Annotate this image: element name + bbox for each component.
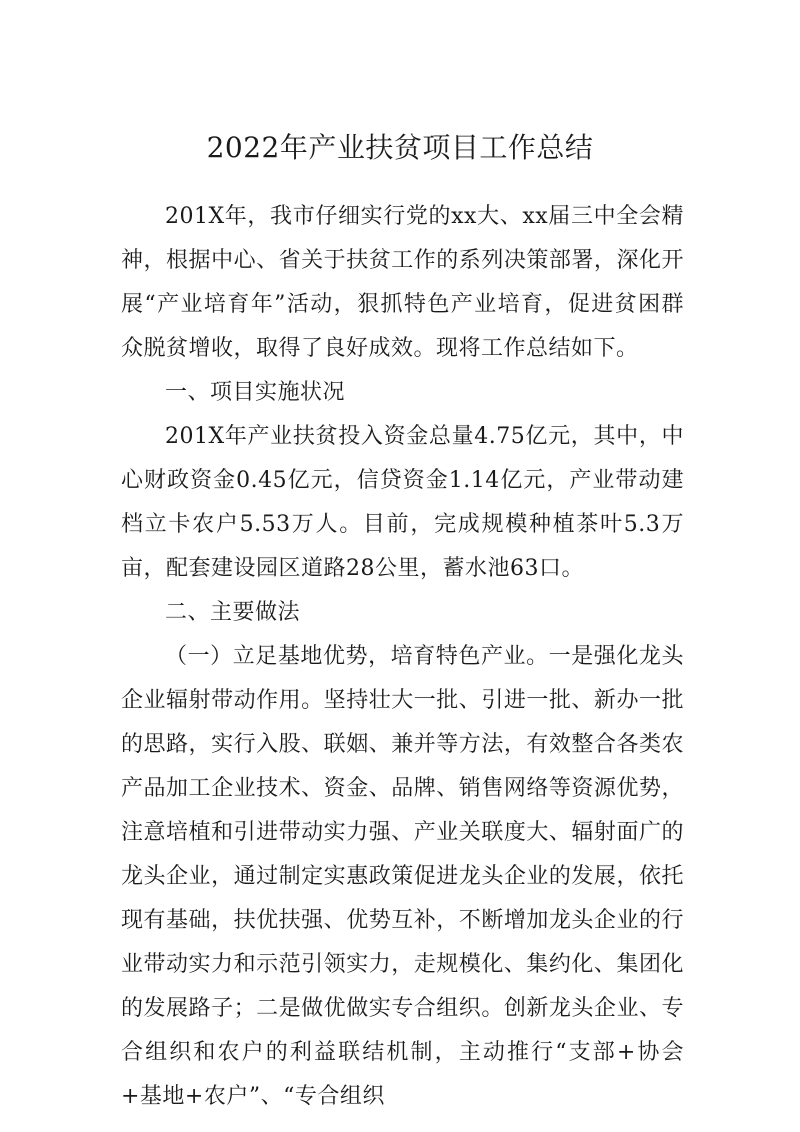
- section-heading-main-practices: 二、主要做法: [165, 600, 301, 625]
- document-title: 2022年产业扶贫项目工作总结: [206, 131, 594, 164]
- document-body: [121, 195, 684, 1119]
- section-heading-implementation: 一、项目实施状况: [165, 380, 346, 405]
- main-practices-paragraph: （一）立足基地优势，培育特色产业。一是强化龙头企业辐射带动作用。坚持壮大一批、引进一批、新办一批的思路，实行入股、联姻、兼并等方法，有效整合各类农产品加工企业技术、资金、品牌、销售网络等资源优势，注意培植和引进带动实力强、产业关联度大、辐射面广的龙头企业，通过制定实惠政策促进龙头企业的发展，依托现有基础，扶优扶强、优势互补，不断增加龙头企业的行业带动实力和示范引领实力，走规模化、集约化、集团化的发展路子；二是做优做实专合组织。创新龙头企业、专合组织和农户的利益联结机制，主动推行“支部+协会+基地+农户”、“专合组织: [121, 644, 684, 1109]
- intro-paragraph: 201X年，我市仔细实行党的xx大、xx届三中全会精神，根据中心、省关于扶贫工作的系列决策部署，深化开展“产业培育年”活动，狠抓特色产业培育，促进贫困群众脱贫增收，取得了良好成效。现将工作总结如下。: [121, 204, 684, 361]
- implementation-paragraph: 201X年产业扶贫投入资金总量4.75亿元，其中，中心财政资金0.45亿元，信贷资金1.14亿元，产业带动建档立卡农户5.53万人。目前，完成规模种植茶叶5.3万亩，配套建设园区道路28公里，蓄水池63口。: [121, 424, 684, 581]
